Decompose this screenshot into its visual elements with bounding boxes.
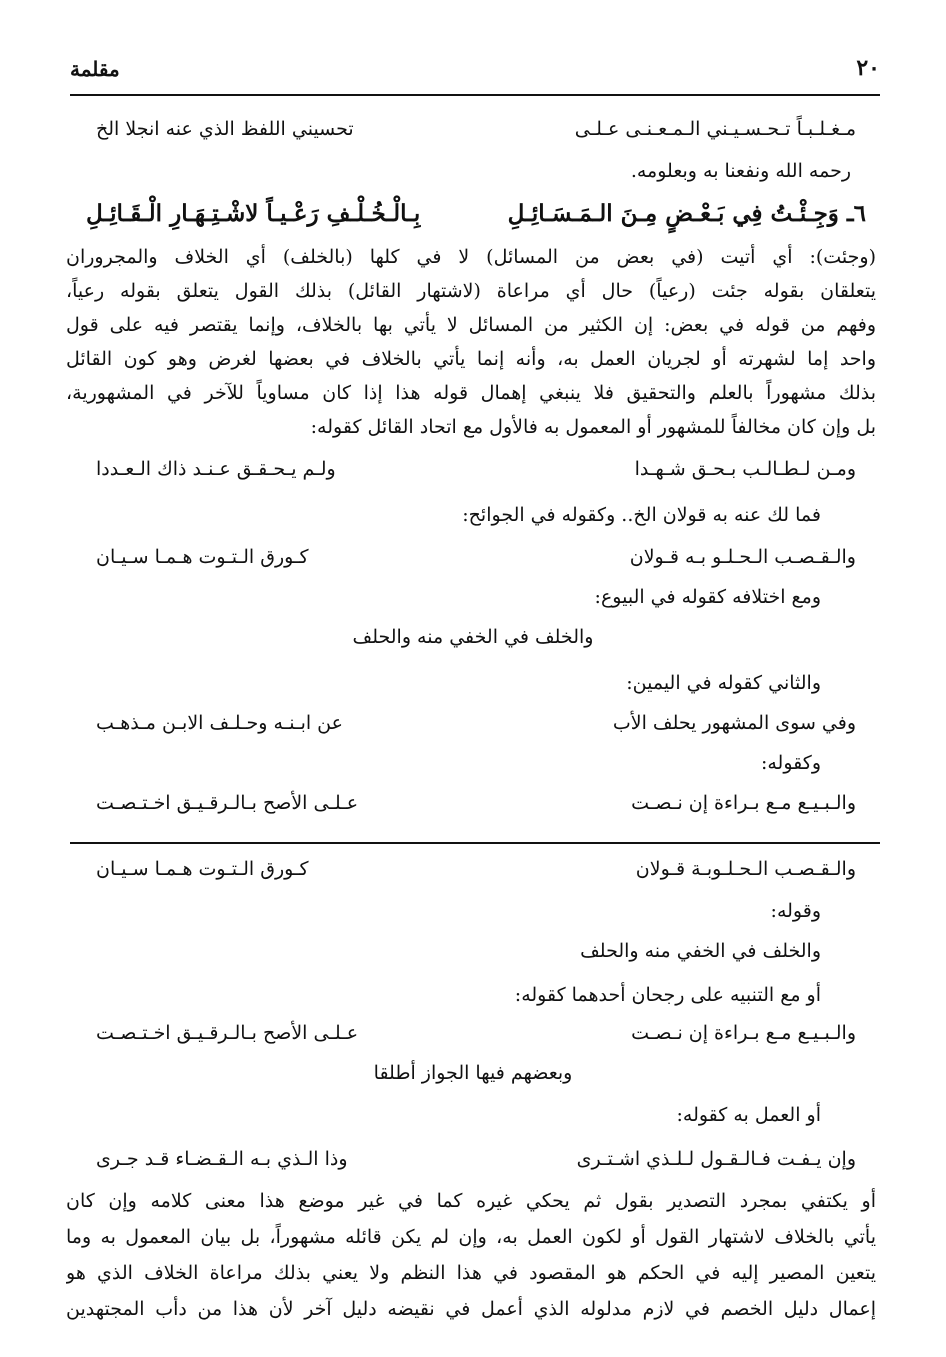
footnote-paragraph-line: يتعين المصير إليه في الحكم هو المقصود في هذا النظم ولا يعني بذلك مراعاة الخلاف الذي هو	[66, 1262, 876, 1284]
text-line: رحمه الله ونفعنا به وبعلومه.	[630, 160, 851, 182]
footnote-paragraph-line: إعمال دليل الخصم في لازم مدلوله الذي أعمل في نقيضه دليل آخر لأن هذا من دأب المجتهدين	[66, 1298, 876, 1320]
verse-row	[96, 546, 856, 576]
verse-hemistich-right: والـبـيـع مـع بـراءة إن نـصـت	[631, 1022, 856, 1044]
header-rule	[70, 94, 880, 96]
text-line: فما لك عنه به قولان الخ.. وكقوله في الجوائح:	[462, 504, 821, 526]
footnote-paragraph-line: يأتي بالخلاف لاشتهار القول أو لكون العمل به، وإن لم يكن قائله مشهوراً، بل بيان المعمول به وما	[66, 1226, 876, 1248]
paragraph-line: وفهم من قوله في بعض: إن الكثير من المسائل لا يأتي بها بالخلاف، وإنما يقتصر فيه على قول	[66, 314, 876, 336]
verse-hemistich-left: عـلـى الأصح بـالـرقـيـق اخـتـصـت	[96, 1022, 359, 1044]
verse-row	[96, 712, 856, 742]
verse-hemistich-right: ومـن لـطـالـب بـحـق شـهـدا	[634, 458, 856, 480]
footnote-line: والخلف في الخفي منه والحلف	[580, 940, 821, 962]
text-line: والثاني كقوله في اليمين:	[626, 672, 821, 694]
section-heading-verse	[86, 200, 866, 240]
footnote-verse-row	[96, 1022, 856, 1052]
verse-row	[96, 458, 856, 488]
verse-hemistich-left: تحسيني اللفظ الذي عنه انجلا الخ	[96, 118, 354, 140]
verse-hemistich-left: كـورق الـتـوت هـمـا سـيـان	[96, 546, 309, 568]
verse-hemistich-left: وذا الـذي بـه الـقـضـاء قـد جـرى	[96, 1148, 348, 1170]
verse-hemistich-left: كـورق الـتـوت هـمـا سـيـان	[96, 858, 309, 880]
verse-hemistich-right: والـبـيـع مـع بـراءة إن نـصـت	[631, 792, 856, 814]
verse-hemistich-left: عـلـى الأصح بـالـرقـيـق اخـتـصـت	[96, 792, 359, 814]
text-line: وكقوله:	[760, 752, 821, 774]
footnote-verse-row	[96, 1148, 856, 1178]
paragraph-line: بل وإن كان مخالفاً للمشهور أو المعمول به فالأول مع اتحاد القائل كقوله:	[310, 416, 876, 438]
paragraph-line: واحد إما لشهرته أو لجريان العمل به، وأنه إنما يأتي بالخلاف في بعضها لغرض وهو كون القائل	[66, 348, 876, 370]
verse-hemistich-right: والـقـصـب الـحـلـو بـه قـولان	[629, 546, 856, 568]
verse-hemistich-right: وفي سوى المشهور يحلف الأب	[612, 712, 856, 734]
footnote-rule	[70, 842, 880, 844]
verse-hemistich-left: عن ابـنـه وحـلـف الابـن مـذهـب	[96, 712, 343, 734]
verse-row	[96, 118, 856, 148]
chapter-title: مقلمة	[70, 57, 120, 81]
footnote-verse-row	[96, 858, 856, 888]
footnote-paragraph-line: أو يكتفي بمجرد التصدير بقول ثم يحكي غيره كما في غير موضع هذا معنى كلامه وإن كان	[66, 1190, 876, 1212]
verse-hemistich-right: وإن يـفـت فـالـقـول لـلـذي اشـتـرى	[576, 1148, 856, 1170]
verse-row	[96, 792, 856, 822]
verse-hemistich-right: ٦ـ وَجِـئْـتُ فِي بَـعْـضٍ مِـنَ الـمَـسَـائِـلِ	[507, 200, 866, 227]
paragraph-line: (وجئت): أي أتيت (في بعض من المسائل) لا في كلها (بالخلف) أي الخلاف والمجروران	[66, 246, 876, 268]
text-line: ومع اختلافه كقوله في البيوع:	[594, 586, 821, 608]
centered-verse: وبعضهم فيها الجواز أطلقا	[373, 1062, 573, 1084]
verse-hemistich-left: ولـم يـحـقـق عـنـد ذاك الـعـددا	[96, 458, 336, 480]
paragraph-line: يتعلقان بقوله جئت (رعياً) حال أي مراعاة (لاشتهار القائل) بذلك القول يتعلق بقوله رعياً،	[66, 280, 876, 302]
page-number: ٢٠	[856, 55, 880, 81]
footnote-line: وقوله:	[770, 900, 821, 922]
centered-verse: والخلف في الخفي منه والحلف	[352, 626, 594, 648]
verse-hemistich-right: والـقـصـب الـحـلـوبـة قـولان	[635, 858, 856, 880]
page-header	[70, 55, 880, 85]
footnote-line: أو مع التنبيه على رجحان أحدهما كقوله:	[514, 984, 821, 1006]
verse-hemistich-left: بِـالْـخُـلْـفِ رَعْـيـاً لاشْـتِـهَـارِ الْـقَـائِـلِ	[86, 200, 421, 227]
footnote-line: أو العمل به كقوله:	[676, 1104, 821, 1126]
paragraph-line: بذلك مشهوراً بالعلم والتحقيق فلا ينبغي إهمال قوله هذا إذا كان مساوياً للآخر في المشهورية،	[66, 382, 876, 404]
verse-hemistich-right: مـغـلـبـاً تـحـسـيـني الـمـعـنـى عـلـى	[574, 118, 856, 140]
